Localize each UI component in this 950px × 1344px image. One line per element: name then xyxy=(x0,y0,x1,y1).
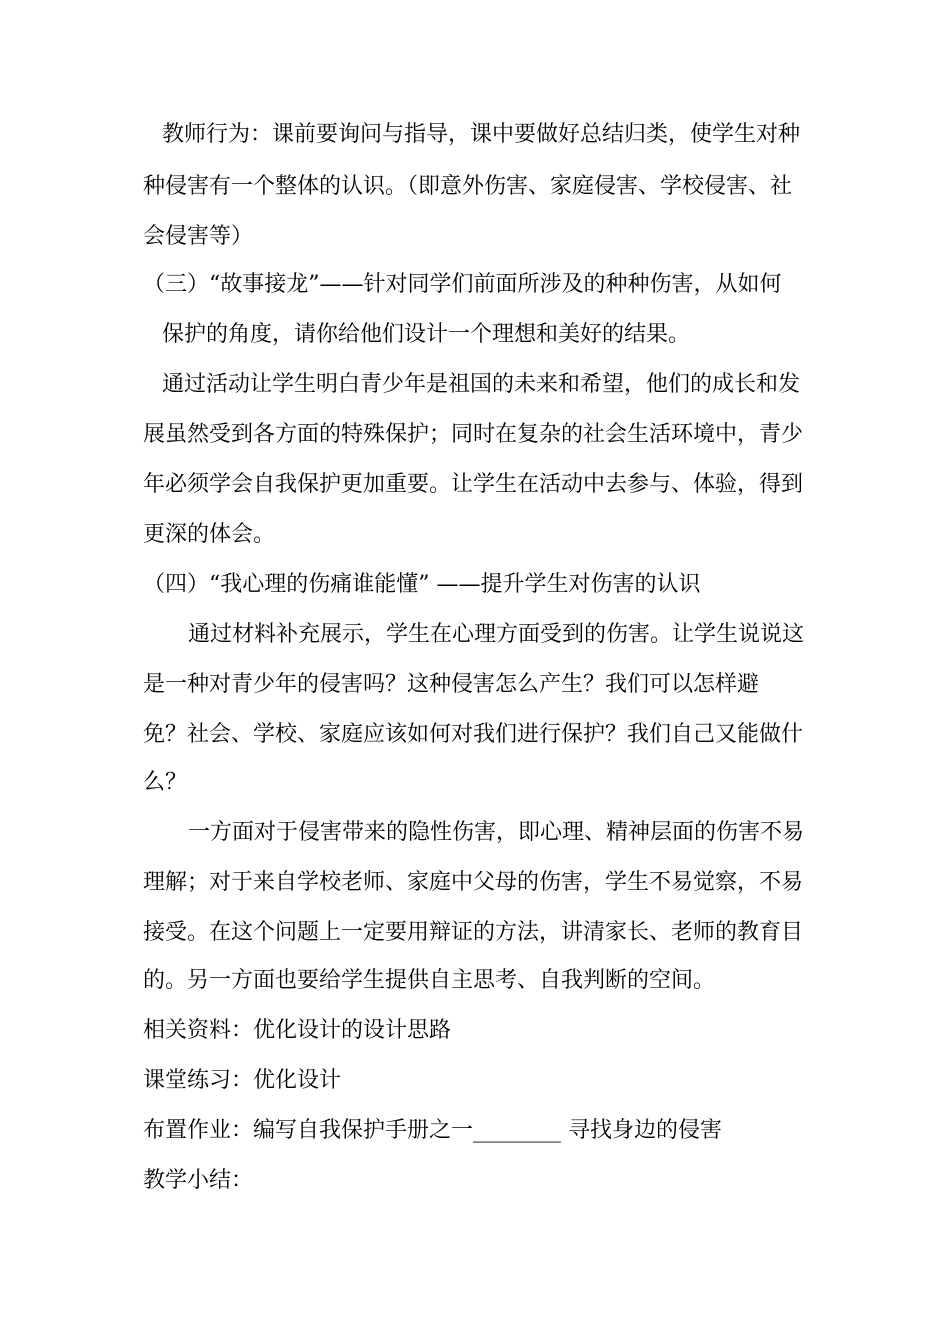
text-line: 年必须学会自我保护更加重要。让学生在活动中去参与、体验，得到 xyxy=(143,472,804,497)
text-line: 么？ xyxy=(143,770,188,795)
text-line-teacher-behavior: 教师行为：课前要询问与指导，课中要做好总结归类，使学生对种 xyxy=(162,122,801,147)
text-line: 是一种对青少年的侵害吗？这种侵害怎么产生？我们可以怎样避 xyxy=(143,672,760,697)
text-line: 通过材料补充展示，学生在心理方面受到的伤害。让学生说说这 xyxy=(188,622,805,647)
text-line: 的。另一方面也要给学生提供自主思考、自我判断的空间。 xyxy=(143,968,716,993)
homework-line: 布置作业：编写自我保护手册之一________ 寻找身边的侵害 xyxy=(143,1118,722,1143)
text-line: 种侵害有一个整体的认识。（即意外伤害、家庭侵害、学校侵害、社 xyxy=(143,174,793,199)
class-exercise-line: 课堂练习：优化设计 xyxy=(143,1068,342,1093)
section-heading-four: （四）“我心理的伤痛谁能懂” ——提升学生对伤害的认识 xyxy=(143,572,701,597)
text-line: 更深的体会。 xyxy=(143,522,276,547)
text-line: 展虽然受到各方面的特殊保护；同时在复杂的社会生活环境中，青少 xyxy=(143,422,804,447)
section-heading-three: （三）“故事接龙”——针对同学们前面所涉及的种种伤害，从如何 xyxy=(143,272,782,297)
text-line: 一方面对于侵害带来的隐性伤害，即心理、精神层面的伤害不易 xyxy=(188,820,805,845)
text-line: 通过活动让学生明白青少年是祖国的未来和希望，他们的成长和发 xyxy=(162,372,801,397)
text-line: 保护的角度，请你给他们设计一个理想和美好的结果。 xyxy=(162,322,691,347)
text-line: 会侵害等） xyxy=(143,224,254,249)
text-line: 接受。在这个问题上一定要用辩证的方法，讲清家长、老师的教育目 xyxy=(143,920,804,945)
teaching-summary-line: 教学小结： xyxy=(143,1168,254,1193)
text-line: 免？社会、学校、家庭应该如何对我们进行保护？我们自己又能做什 xyxy=(143,722,804,747)
related-materials-line: 相关资料：优化设计的设计思路 xyxy=(143,1018,452,1043)
text-line: 理解；对于来自学校老师、家庭中父母的伤害，学生不易觉察，不易 xyxy=(143,870,804,895)
